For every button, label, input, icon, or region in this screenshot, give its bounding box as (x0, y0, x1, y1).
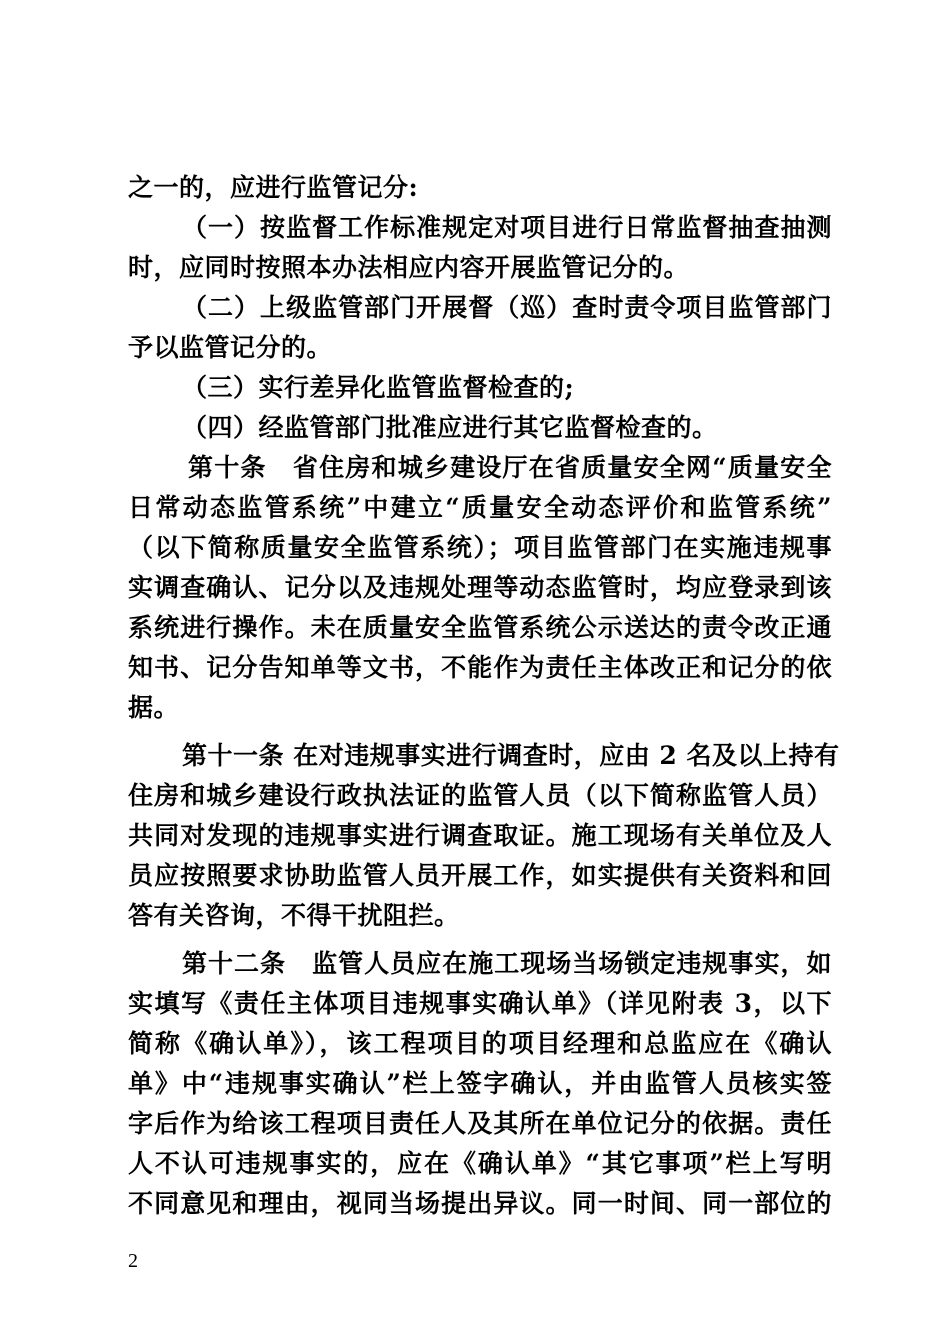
article-10-heading: 第十条 省住房和城乡建设厅在省质量安全网“质量安全 (188, 453, 832, 482)
text-line: 不同意见和理由，视同当场提出异议。同一时间、同一部位的 (128, 1189, 832, 1218)
list-item-1: （一）按监督工作标准规定对项目进行日常监督抽查抽测 (182, 213, 832, 242)
text-line: 字后作为给该工程项目责任人及其所在单位记分的依据。责任 (128, 1109, 832, 1138)
list-item-3: （三）实行差异化监管监督检查的; (182, 373, 575, 402)
list-item-2: （二）上级监管部门开展督（巡）查时责令项目监管部门 (182, 293, 832, 322)
text-line: 实调查确认、记分以及违规处理等动态监管时，均应登录到该 (128, 573, 832, 602)
text-line: 日常动态监管系统”中建立“质量安全动态评价和监管系统” (128, 493, 832, 522)
list-item-4: （四）经监管部门批准应进行其它监督检查的。 (182, 413, 718, 442)
text-line: 人不认可违规事实的，应在《确认单》“其它事项”栏上写明 (128, 1149, 832, 1178)
article-12-heading: 第十二条 监管人员应在施工现场当场锁定违规事实，如 (182, 949, 832, 978)
text-line: 员应按照要求协助监管人员开展工作，如实提供有关资料和回 (128, 861, 832, 890)
text-line: 共同对发现的违规事实进行调查取证。施工现场有关单位及人 (128, 821, 832, 850)
text-line: 系统进行操作。未在质量安全监管系统公示送达的责令改正通 (128, 613, 832, 642)
document-body (128, 168, 840, 1224)
text-line: 住房和城乡建设行政执法证的监管人员（以下简称监管人员） (128, 781, 832, 810)
text-line: 予以监管记分的。 (128, 333, 333, 362)
text-line: 据。 (128, 693, 180, 722)
text-line: 简称《确认单》），该工程项目的项目经理和总监应在《确认 (128, 1029, 832, 1058)
text-line: 答有关咨询，不得干扰阻拦。 (128, 901, 460, 930)
text-line: 单》中“违规事实确认”栏上签字确认，并由监管人员核实签 (128, 1069, 832, 1098)
text-line: 知书、记分告知单等文书，不能作为责任主体改正和记分的依 (128, 653, 832, 682)
text-line: 时，应同时按照本办法相应内容开展监管记分的。 (128, 253, 690, 282)
text-line: （以下简称质量安全监管系统）；项目监管部门在实施违规事 (128, 533, 832, 562)
text-line: 实填写《责任主体项目违规事实确认单》（详见附表 3，以下 (128, 989, 832, 1018)
page-number: 2 (128, 1250, 138, 1272)
article-11-heading: 第十一条 在对违规事实进行调查时，应由 2 名及以上持有 (182, 741, 840, 770)
text-line: 之一的，应进行监管记分: (128, 173, 419, 202)
